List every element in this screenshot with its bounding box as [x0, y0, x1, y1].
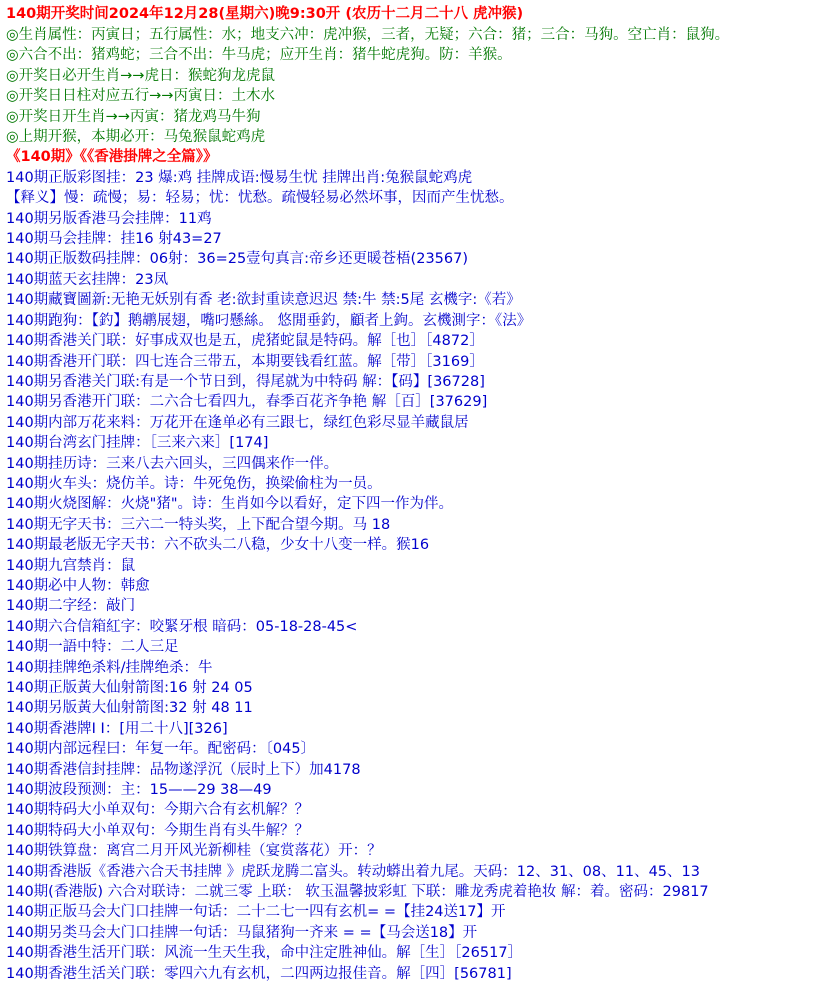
document-line: 140期最老版无字天书：六不砍头二八稳，少女十八变一样。猴16 [6, 537, 430, 554]
document-line: ◎生肖属性：丙寅日；五行属性：水；地支六冲：虎冲猴，三者，无疑；六合：猪；三合：马狗。空亡肖：鼠狗。 [6, 27, 730, 43]
document-line: 140期香港开门联：四七连合三带五，本期要钱看红蓝。解［带］［3169］ [6, 353, 484, 370]
document-line: 140期香港信封挂牌：品物遂浮沉（辰时上下）加4178 [6, 761, 361, 778]
document-line: 140期正版数码挂牌：06射：36=25壹句真言:帝乡还更暖苍梧(23567) [6, 251, 469, 268]
document-line: ◎开奖日开生肖→→丙寅：猪龙鸡马牛狗 [6, 108, 261, 125]
document-line: 140期火车头：烧仿羊。诗：牛死兔伤，换梁偷柱为一员。 [6, 475, 382, 492]
document-line: 140期蓝天玄挂牌：23凤 [6, 271, 169, 288]
document-line: 140期一語中特：二人三足 [6, 639, 179, 656]
document-line: 140期九宫禁肖：鼠 [6, 557, 136, 574]
document-body [6, 25, 834, 984]
document-line: ◎开奖日必开生肖→→虎日：猴蛇狗龙虎鼠 [6, 67, 275, 84]
document-line: 140期挂牌绝杀料/挂牌绝杀：牛 [6, 659, 213, 676]
document-line: 140期香港生活关门联：零四六九有玄机，二四两边报佳音。解［四］[56781] [6, 965, 512, 982]
document-line: 140期另类马会大门口挂牌一句话：马鼠猪狗一齐来 = =【马会送18】开 [6, 924, 478, 941]
document-line: 140期二字经：敲门 [6, 598, 136, 615]
document-line: 140期特码大小单双句：今期生肖有头牛解？？ [6, 822, 310, 839]
document-line: 140期波段预测：主：15——29 38—49 [6, 782, 272, 799]
document-line: 140期香港版《香港六合天书挂牌 》虎跃龙腾二富头。转动蟒出着九尾。天码：12、31、08、11、45、13 [6, 863, 700, 880]
document-line: 140期挂历诗：三来八去六回头，三四偶来作一伴。 [6, 455, 339, 472]
document-line: 140期跑狗：【釣】鹅鹕展翅，嘴叼懸絲。 悠閒垂釣，顧者上鉤。玄機測字：《法》 [6, 312, 532, 329]
document-line: 140期藏寶圖新:无艳无妖别有香 老:欲封重读意迟迟 禁:牛 禁:5尾 玄機字:《若》 [6, 292, 521, 309]
document-line: 140期正版马会大门口挂牌一句话：二十二七一四有玄机= =【挂24送17】开 [6, 904, 506, 921]
document-line: 140期香港牌Ⅰ I：[用二十八][326] [6, 720, 228, 737]
document-line: 140期无字天书：三六二一特头奖，上下配合望今期。马 18 [6, 516, 391, 533]
document-line: ◎六合不出：猪鸡蛇；三合不出：牛马虎；应开生肖：猪牛蛇虎狗。防：羊猴。 [6, 47, 512, 64]
document-line: 《140期》《《香港掛牌之全篇》》 [6, 149, 218, 166]
document-line: 140期台湾玄门挂牌：［三来六来］[174] [6, 435, 269, 452]
document-line: 140期香港关门联：好事成双也是五，虎猪蛇鼠是特码。解［也］［4872］ [6, 333, 484, 350]
document-line: 140期另香港关门联:有是一个节日到，得尾就为中特码 解：【码】[36728] [6, 373, 485, 390]
document-line: 140期香港生活开门联：风流一生天生我，命中注定胜神仙。解［生］［26517］ [6, 945, 523, 962]
page-title: 140期开奖时间2024年12月28(星期六)晚9:30开 (农历十二月二十八 虎冲猴) [6, 6, 524, 22]
document-line: 140期另版香港马会挂牌：11鸡 [6, 210, 212, 227]
document-line: 140期铁算盘：离宫二月开风光新柳桂（宴赏落花）开：？ [6, 843, 382, 860]
document-line: 140期内部万花来料：万花开在逢单必有三跟七，绿红色彩尽显羊藏鼠居 [6, 414, 469, 431]
document-line: 【释义】慢：疏慢；易：轻易；忧：忧愁。疏慢轻易必然坏事，因而产生忧愁。 [6, 190, 514, 207]
document-line: 140期正版黃大仙射箭图:16 射 24 05 [6, 680, 253, 696]
document-line: 140期特码大小单双句：今期六合有玄机解？？ [6, 802, 310, 819]
document-line: 140期另版黃大仙射箭图:32 射 48 11 [6, 700, 253, 717]
document-line: 140期六合信箱紅字：咬緊牙根 暗码：05-18-28-45< [6, 618, 358, 635]
document-line: 140期内部远程曰：年复一年。配密码：〔045〕 [6, 741, 316, 758]
document-line: ◎上期开猴，本期必开：马兔猴鼠蛇鸡虎 [6, 129, 266, 146]
document-line: 140期马会挂牌：挂16 射43=27 [6, 231, 222, 248]
document-line: 140期(香港版) 六合对联诗：二就三零 上联： 软玉温馨披彩虹 下联：雕龙秀虎着艳妆 解：着。密码：29817 [6, 884, 709, 901]
document-line: 140期正版彩图挂：23 爆:鸡 挂牌成语:慢易生忧 挂牌出肖:兔猴鼠蛇鸡虎 [6, 169, 473, 186]
document-line: 140期必中人物：韩愈 [6, 577, 150, 594]
document-line: 140期另香港开门联：二六合七看四九，春季百花齐争艳 解［百］[37629] [6, 394, 488, 411]
document-line: 140期火烧图解：火烧"猪"。诗：生肖如今以看好，定下四一作为伴。 [6, 496, 454, 513]
document-line: ◎开奖日日柱对应五行→→丙寅日：土木水 [6, 88, 275, 105]
